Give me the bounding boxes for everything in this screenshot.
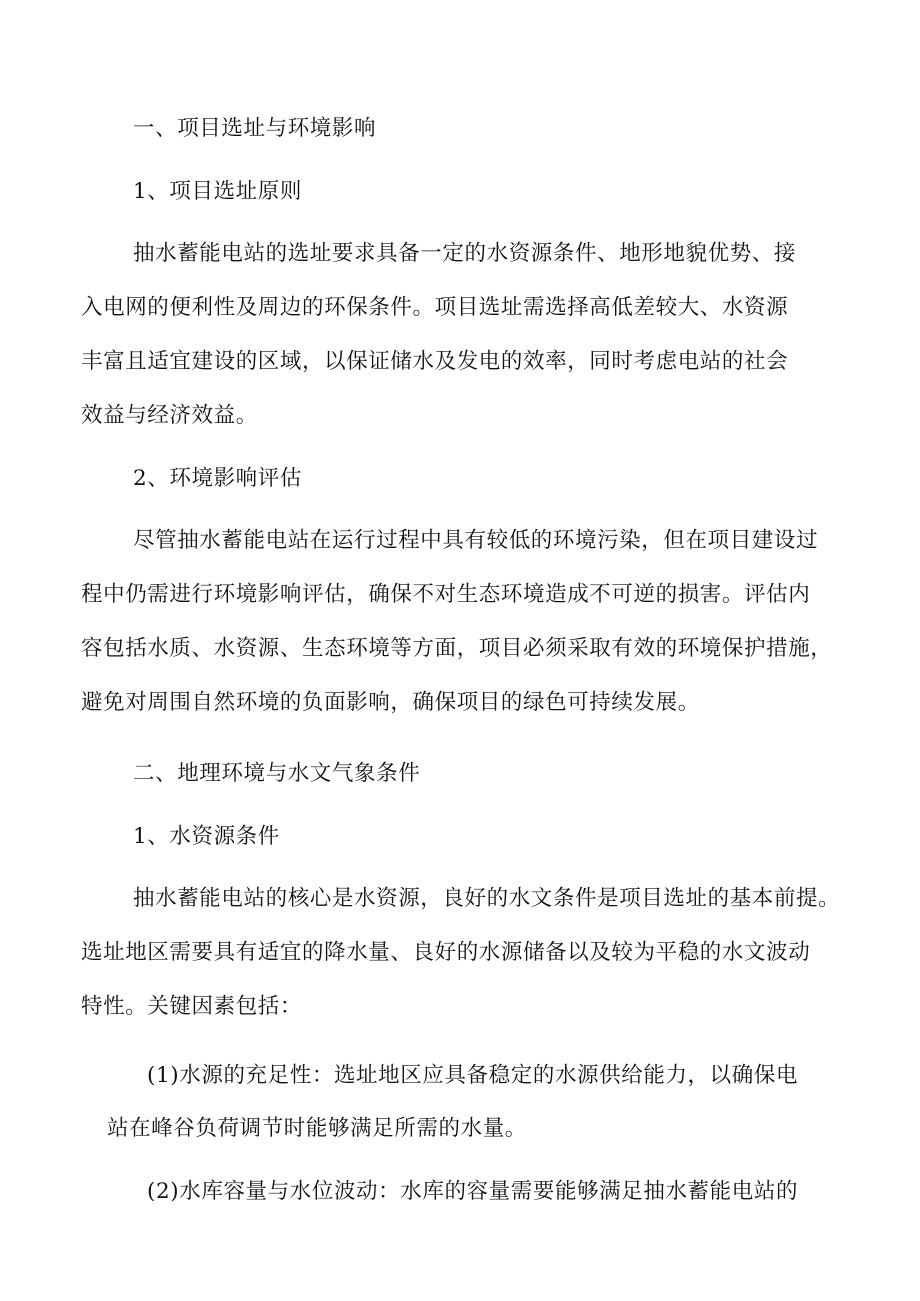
- paragraph-line: 选址地区需要具有适宜的降水量、良好的水源储备以及较为平稳的水文波动: [81, 940, 811, 965]
- section-1-2-heading: 2、环境影响评估: [133, 466, 302, 491]
- section-2-1-heading: 1、水资源条件: [133, 824, 280, 849]
- list-item-1-line: 站在峰谷负荷调节时能够满足所需的水量。: [107, 1116, 527, 1141]
- paragraph-line: 容包括水质、水资源、生态环境等方面，项目必须采取有效的环境保护措施，: [81, 636, 833, 661]
- list-item-2-line: (2)水库容量与水位波动：水库的容量需要能够满足抽水蓄能电站的: [147, 1179, 799, 1204]
- paragraph-line: 特性。关键因素包括：: [81, 994, 303, 1019]
- section-1-1-heading: 1、项目选址原则: [133, 179, 302, 204]
- paragraph-line: 抽水蓄能电站的核心是水资源，良好的水文条件是项目选址的基本前提。: [133, 886, 841, 911]
- paragraph-line: 入电网的便利性及周边的环保条件。项目选址需选择高低差较大、水资源: [81, 295, 789, 320]
- paragraph-line: 避免对周围自然环境的负面影响，确保项目的绿色可持续发展。: [81, 690, 700, 715]
- paragraph-line: 程中仍需进行环境影响评估，确保不对生态环境造成不可逆的损害。评估内: [81, 582, 811, 607]
- paragraph-line: 抽水蓄能电站的选址要求具备一定的水资源条件、地形地貌优势、接: [133, 241, 797, 266]
- list-item-1-line: (1)水源的充足性：选址地区应具备稳定的水源供给能力，以确保电: [147, 1063, 799, 1088]
- paragraph-line: 效益与经济效益。: [81, 403, 258, 428]
- section-2-heading: 二、地理环境与水文气象条件: [133, 761, 421, 786]
- paragraph-line: 丰富且适宜建设的区域，以保证储水及发电的效率，同时考虑电站的社会: [81, 349, 789, 374]
- paragraph-line: 尽管抽水蓄能电站在运行过程中具有较低的环境污染，但在项目建设过: [133, 528, 819, 553]
- section-1-heading: 一、项目选址与环境影响: [133, 116, 377, 141]
